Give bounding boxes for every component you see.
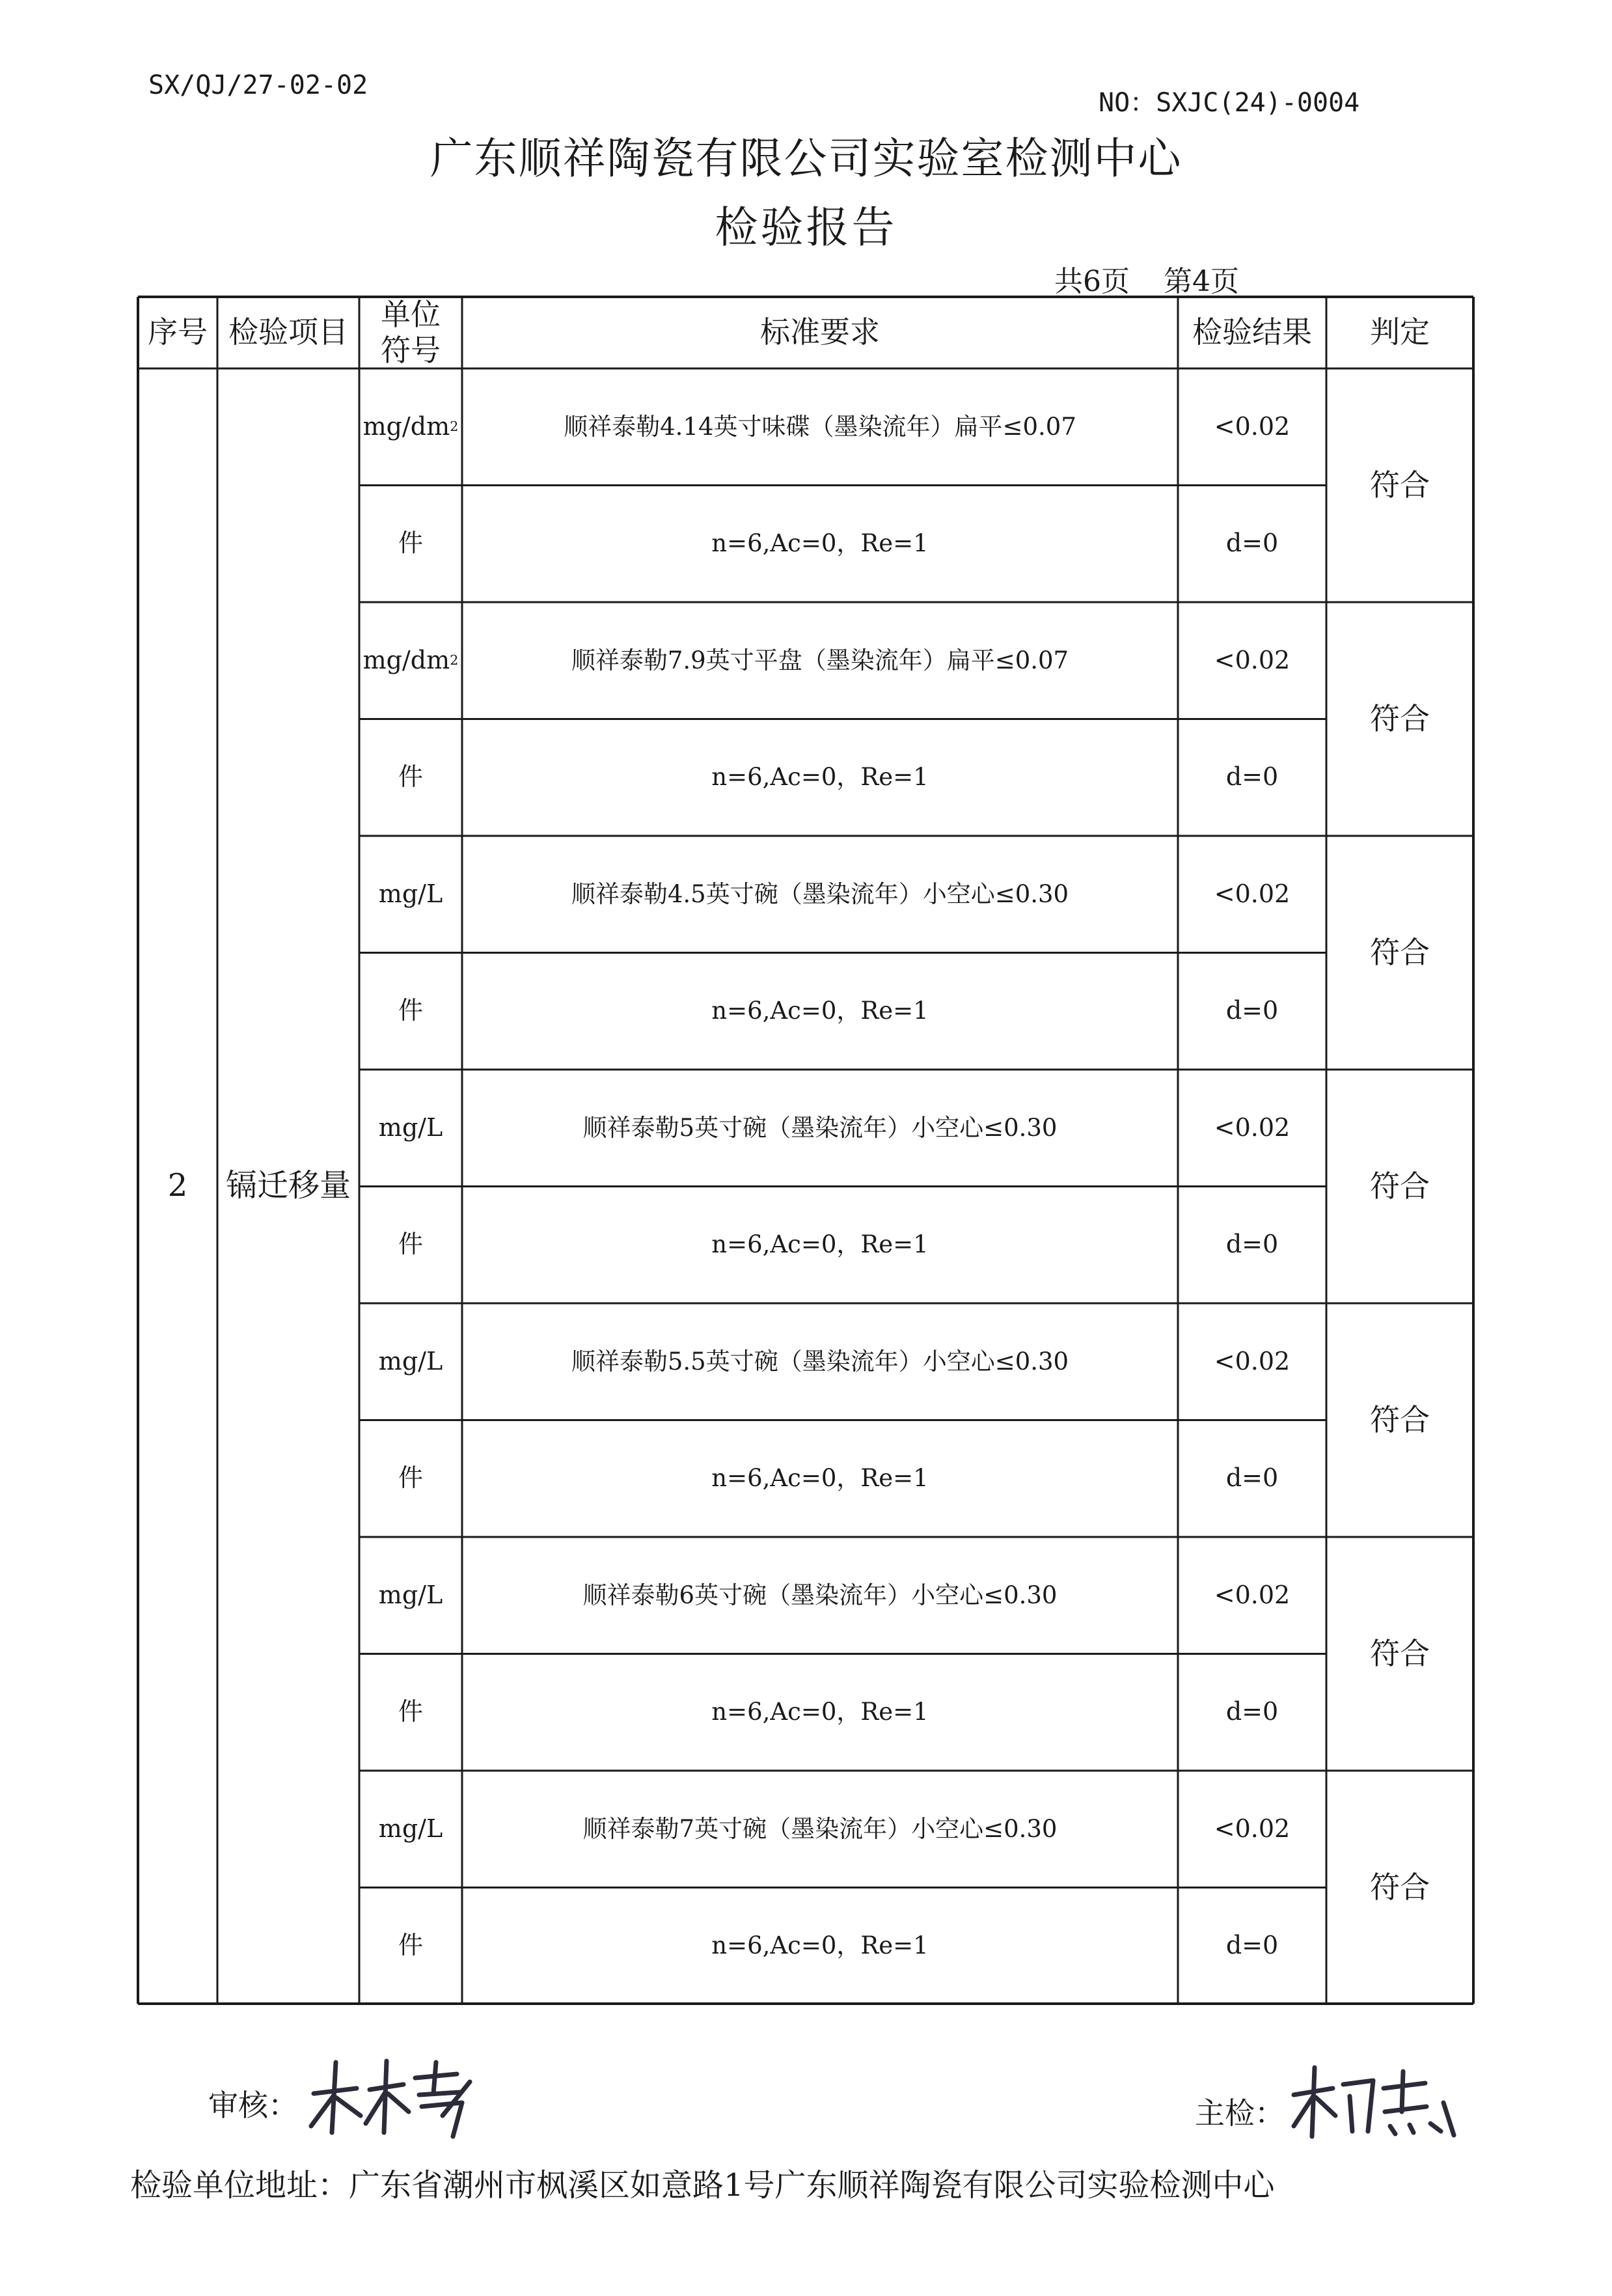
page-number: 第4页 [1164,265,1239,298]
standard-cell: 顺祥泰勒7英寸碗（墨染流年）小空心≤0.30 [582,1814,1058,1843]
report-subtitle: 检验报告 [715,202,897,253]
header-result: 检验结果 [1192,314,1312,350]
standard-cell: 顺祥泰勒4.14英寸味碟（墨染流年）扁平≤0.07 [564,412,1076,441]
result-cell: <0.02 [1214,879,1291,908]
sampling-result-cell: d=0 [1225,1463,1279,1493]
inspection-address: 检验单位地址：广东省潮州市枫溪区如意路1号广东顺祥陶瓷有限公司实验检测中心 [130,2167,1275,2204]
sampling-cell: n=6,Ac=0，Re=1 [711,1698,929,1726]
sampling-cell: n=6,Ac=0，Re=1 [711,1230,929,1259]
sampling-result-cell: d=0 [1225,996,1279,1025]
report-title: 广东顺祥陶瓷有限公司实验室检测中心 [430,133,1182,184]
sampling-cell: n=6,Ac=0，Re=1 [711,1464,929,1493]
header-judgement: 判定 [1370,314,1430,350]
report-number: NO：SXJC(24)-0004 [1099,88,1360,118]
unit-text: mg/L [378,1346,443,1376]
reviewer [208,2082,298,2125]
judgement-cell: 符合 [1370,700,1430,736]
count-unit-cell: 件 [398,1931,423,1960]
standard-cell: 顺祥泰勒4.5英寸碗（墨染流年）小空心≤0.30 [571,879,1069,908]
header-standard: 标准要求 [760,314,880,350]
sampling-cell: n=6,Ac=0，Re=1 [711,763,929,792]
count-unit-cell: 件 [398,1463,423,1493]
unit-text: mg/L [378,1113,443,1142]
judgement-cell: 符合 [1370,1402,1430,1437]
sampling-cell: n=6,Ac=0，Re=1 [711,1931,929,1960]
header-unit-line1: 单位 [381,296,441,332]
result-cell: <0.02 [1214,1113,1291,1142]
standard-cell: 顺祥泰勒7.9英寸平盘（墨染流年）扁平≤0.07 [571,646,1069,674]
result-cell: <0.02 [1214,1814,1291,1843]
count-unit-cell: 件 [398,1697,423,1726]
header-unit-line2: 符号 [381,333,441,368]
sampling-result-cell: d=0 [1225,1230,1279,1259]
result-cell: <0.02 [1214,411,1291,441]
inspector [1195,2090,1285,2133]
count-unit-cell: 件 [398,1230,423,1259]
count-unit-cell: 件 [398,529,423,558]
unit-cell [359,602,462,719]
result-cell: <0.02 [1214,645,1291,674]
header-seq: 序号 [148,314,208,350]
unit-cell [359,1070,462,1187]
sampling-result-cell: d=0 [1225,529,1279,558]
standard-cell: 顺祥泰勒6英寸碗（墨染流年）小空心≤0.30 [582,1581,1058,1609]
unit-cell [359,368,462,486]
judgement-cell: 符合 [1370,1869,1430,1905]
unit-cell [359,836,462,953]
inspector-signature [1287,2064,1463,2142]
judgement-cell: 符合 [1370,1635,1430,1671]
unit-text: mg/dm [362,645,450,674]
unit-text: mg/dm [362,411,450,441]
standard-cell: 顺祥泰勒5.5英寸碗（墨染流年）小空心≤0.30 [571,1347,1069,1376]
unit-cell [359,1537,462,1654]
unit-text: mg/L [378,879,443,908]
sampling-cell: n=6,Ac=0，Re=1 [711,529,929,558]
result-cell: <0.02 [1214,1580,1291,1609]
header-item: 检验项目 [228,314,348,350]
judgement-cell: 符合 [1370,934,1430,970]
sampling-result-cell: d=0 [1225,1931,1279,1960]
unit-text: mg/L [378,1580,443,1609]
inspector-label: 主检： [1195,2095,1285,2131]
sampling-result-cell: d=0 [1225,1697,1279,1726]
total-pages: 共6页 [1054,265,1130,298]
judgement-cell: 符合 [1370,1168,1430,1204]
sampling-result-cell: d=0 [1225,762,1279,792]
seq-cell: 2 [167,1167,188,1204]
header-unit [359,297,462,368]
count-unit-cell: 件 [398,762,423,792]
judgement-cell: 符合 [1370,467,1430,503]
unit-text: mg/L [378,1814,443,1843]
standard-cell: 顺祥泰勒5英寸碗（墨染流年）小空心≤0.30 [582,1113,1058,1142]
count-unit-cell: 件 [398,996,423,1025]
unit-cell [359,1303,462,1420]
result-cell: <0.02 [1214,1346,1291,1376]
form-code: SX/QJ/27-02-02 [148,70,368,100]
unit-superscript: 2 [450,419,459,435]
sampling-cell: n=6,Ac=0，Re=1 [711,997,929,1025]
reviewer-label: 审核： [208,2088,298,2123]
unit-cell [359,1771,462,1888]
reviewer-signature [306,2056,482,2140]
item-cell: 镉迁移量 [225,1167,351,1204]
unit-superscript: 2 [450,652,459,669]
